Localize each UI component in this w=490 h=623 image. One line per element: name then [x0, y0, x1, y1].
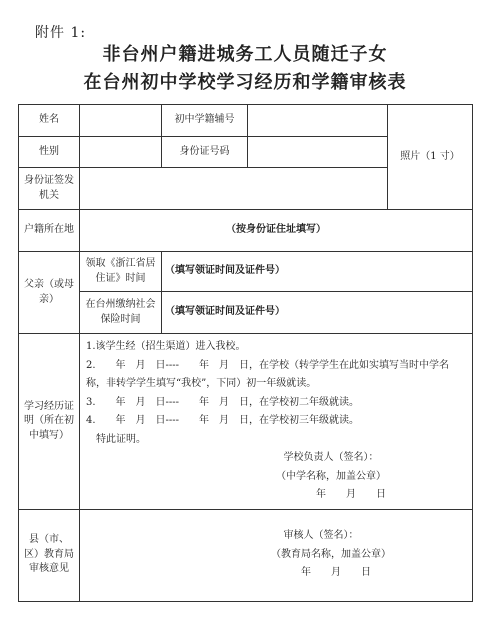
student-id-label: 初中学籍辅号 [162, 105, 248, 137]
study-line: 4. 年 月 日---- 年 月 日，在学校初三年级就读。 [86, 415, 360, 426]
id-issuer-field[interactable] [80, 168, 388, 210]
social-security-label: 在台州缴纳社会保险时间 [80, 292, 162, 334]
household-field[interactable] [80, 210, 473, 252]
residence-permit-field[interactable] [162, 252, 473, 292]
id-number-label: 身份证号码 [162, 137, 248, 168]
study-line: 3. 年 月 日---- 年 月 日，在学校初二年级就读。 [86, 396, 360, 408]
study-line: 2. 年 月 日---- 年 月 日，在学校（转学学生在此如实填写当时中学名称，非转学学生填写“我校”，下同）初一年级就读。 [86, 359, 450, 389]
household-hint: （按身份证住址填写） [226, 224, 326, 236]
id-number-field[interactable] [248, 137, 388, 168]
county-date: 年 月 日 [301, 567, 371, 579]
parent-label: 父亲（或母亲） [19, 252, 80, 334]
form-title-line1: 非台州户籍进城务工人员随迁子女 [102, 44, 388, 65]
gender-label: 性别 [19, 137, 80, 168]
study-history-label: 学习经历证明（所在初中填写） [19, 334, 80, 510]
study-line: 特此证明。 [86, 433, 146, 445]
photo-label: 照片（1 寸） [400, 150, 460, 162]
student-id-field[interactable] [248, 105, 388, 137]
county-review-content[interactable] [80, 509, 473, 601]
residence-permit-label: 领取《浙江省居住证》时间 [80, 252, 162, 292]
household-label: 户籍所在地 [19, 210, 80, 252]
social-security-field[interactable] [162, 292, 473, 334]
county-review-label: 县（市、区）教育局审核意见 [19, 509, 80, 601]
name-field[interactable] [80, 105, 162, 137]
study-line: 1.该学生经（招生渠道）进入我校。 [86, 341, 246, 352]
gender-field[interactable] [80, 137, 162, 168]
form-title-line2: 在台州初中学校学习经历和学籍审核表 [83, 72, 407, 93]
name-label: 姓名 [19, 105, 80, 137]
county-stamp: （教育局名称，加盖公章） [271, 548, 391, 560]
social-security-hint: （填写领证时间及证件号） [165, 306, 285, 318]
school-date: 年 月 日 [316, 489, 386, 500]
photo-box[interactable] [388, 105, 473, 210]
review-form-table [18, 104, 473, 602]
county-sign: 审核人（签名）： [283, 530, 359, 542]
school-sign: 学校负责人（签名）： [283, 452, 379, 463]
school-stamp: （中学名称，加盖公章） [276, 470, 386, 482]
study-history-content[interactable] [80, 334, 473, 510]
attachment-label: 附件 1: [35, 25, 87, 41]
id-issuer-label: 身份证签发机关 [19, 168, 80, 210]
residence-permit-hint: （填写领证时间及证件号） [165, 265, 285, 277]
